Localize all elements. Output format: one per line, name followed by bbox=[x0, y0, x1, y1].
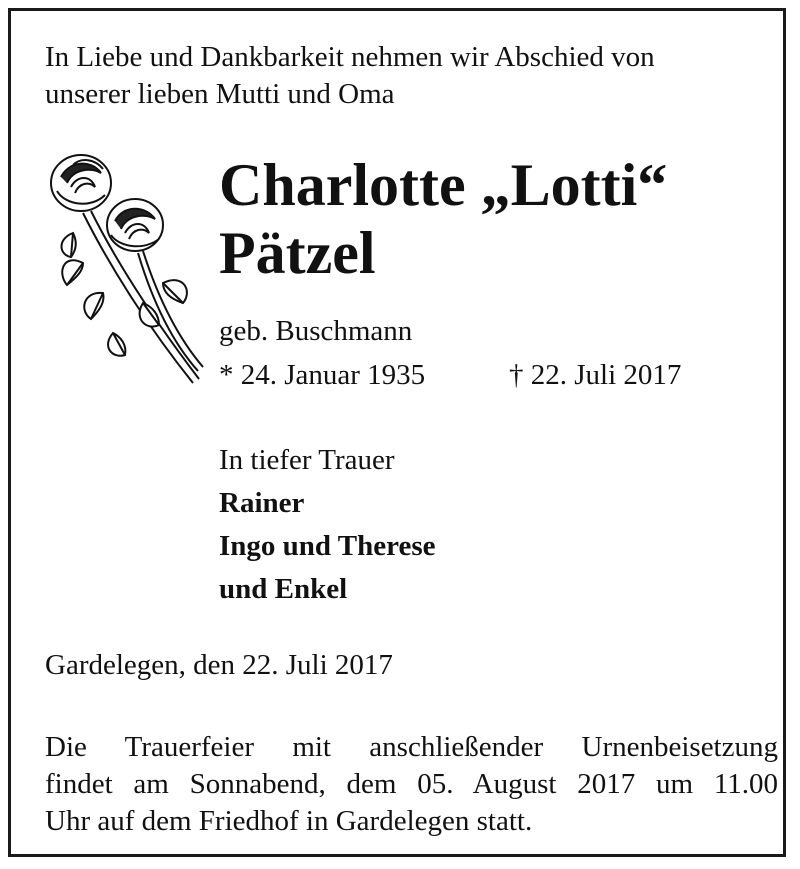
ceremony-line-2: findet am Sonnabend, dem 05. August 2017 um 11.00 bbox=[45, 768, 778, 800]
ceremony-line-1: Die Trauerfeier mit anschließender Urnenbeisetzung bbox=[45, 731, 778, 763]
birth-date: * 24. Januar 1935 bbox=[219, 359, 426, 391]
birth-name: geb. Buschmann bbox=[219, 315, 413, 347]
life-dates bbox=[219, 359, 682, 392]
intro-line-1: In Liebe und Dankbarkeit nehmen wir Abschied von bbox=[45, 41, 655, 73]
ceremony-text bbox=[45, 729, 778, 840]
mourner-name: Ingo und Therese bbox=[219, 530, 436, 562]
deceased-name bbox=[219, 151, 667, 287]
mourner-name: und Enkel bbox=[219, 573, 348, 605]
intro-text bbox=[45, 39, 785, 113]
ceremony-line-3: Uhr auf dem Friedhof in Gardelegen statt. bbox=[45, 805, 533, 837]
mourning-heading: In tiefer Trauer bbox=[219, 444, 395, 476]
intro-line-2: unserer lieben Mutti und Oma bbox=[45, 78, 395, 110]
mourner-name: Rainer bbox=[219, 487, 305, 519]
name-line-2: Pätzel bbox=[219, 220, 376, 286]
place-date: Gardelegen, den 22. Juli 2017 bbox=[45, 649, 393, 681]
name-line-1: Charlotte „Lotti“ bbox=[219, 152, 668, 218]
death-date: † 22. Juli 2017 bbox=[509, 359, 682, 391]
mourners-block bbox=[219, 439, 436, 611]
roses-icon bbox=[43, 143, 213, 393]
obituary-frame bbox=[8, 8, 786, 857]
